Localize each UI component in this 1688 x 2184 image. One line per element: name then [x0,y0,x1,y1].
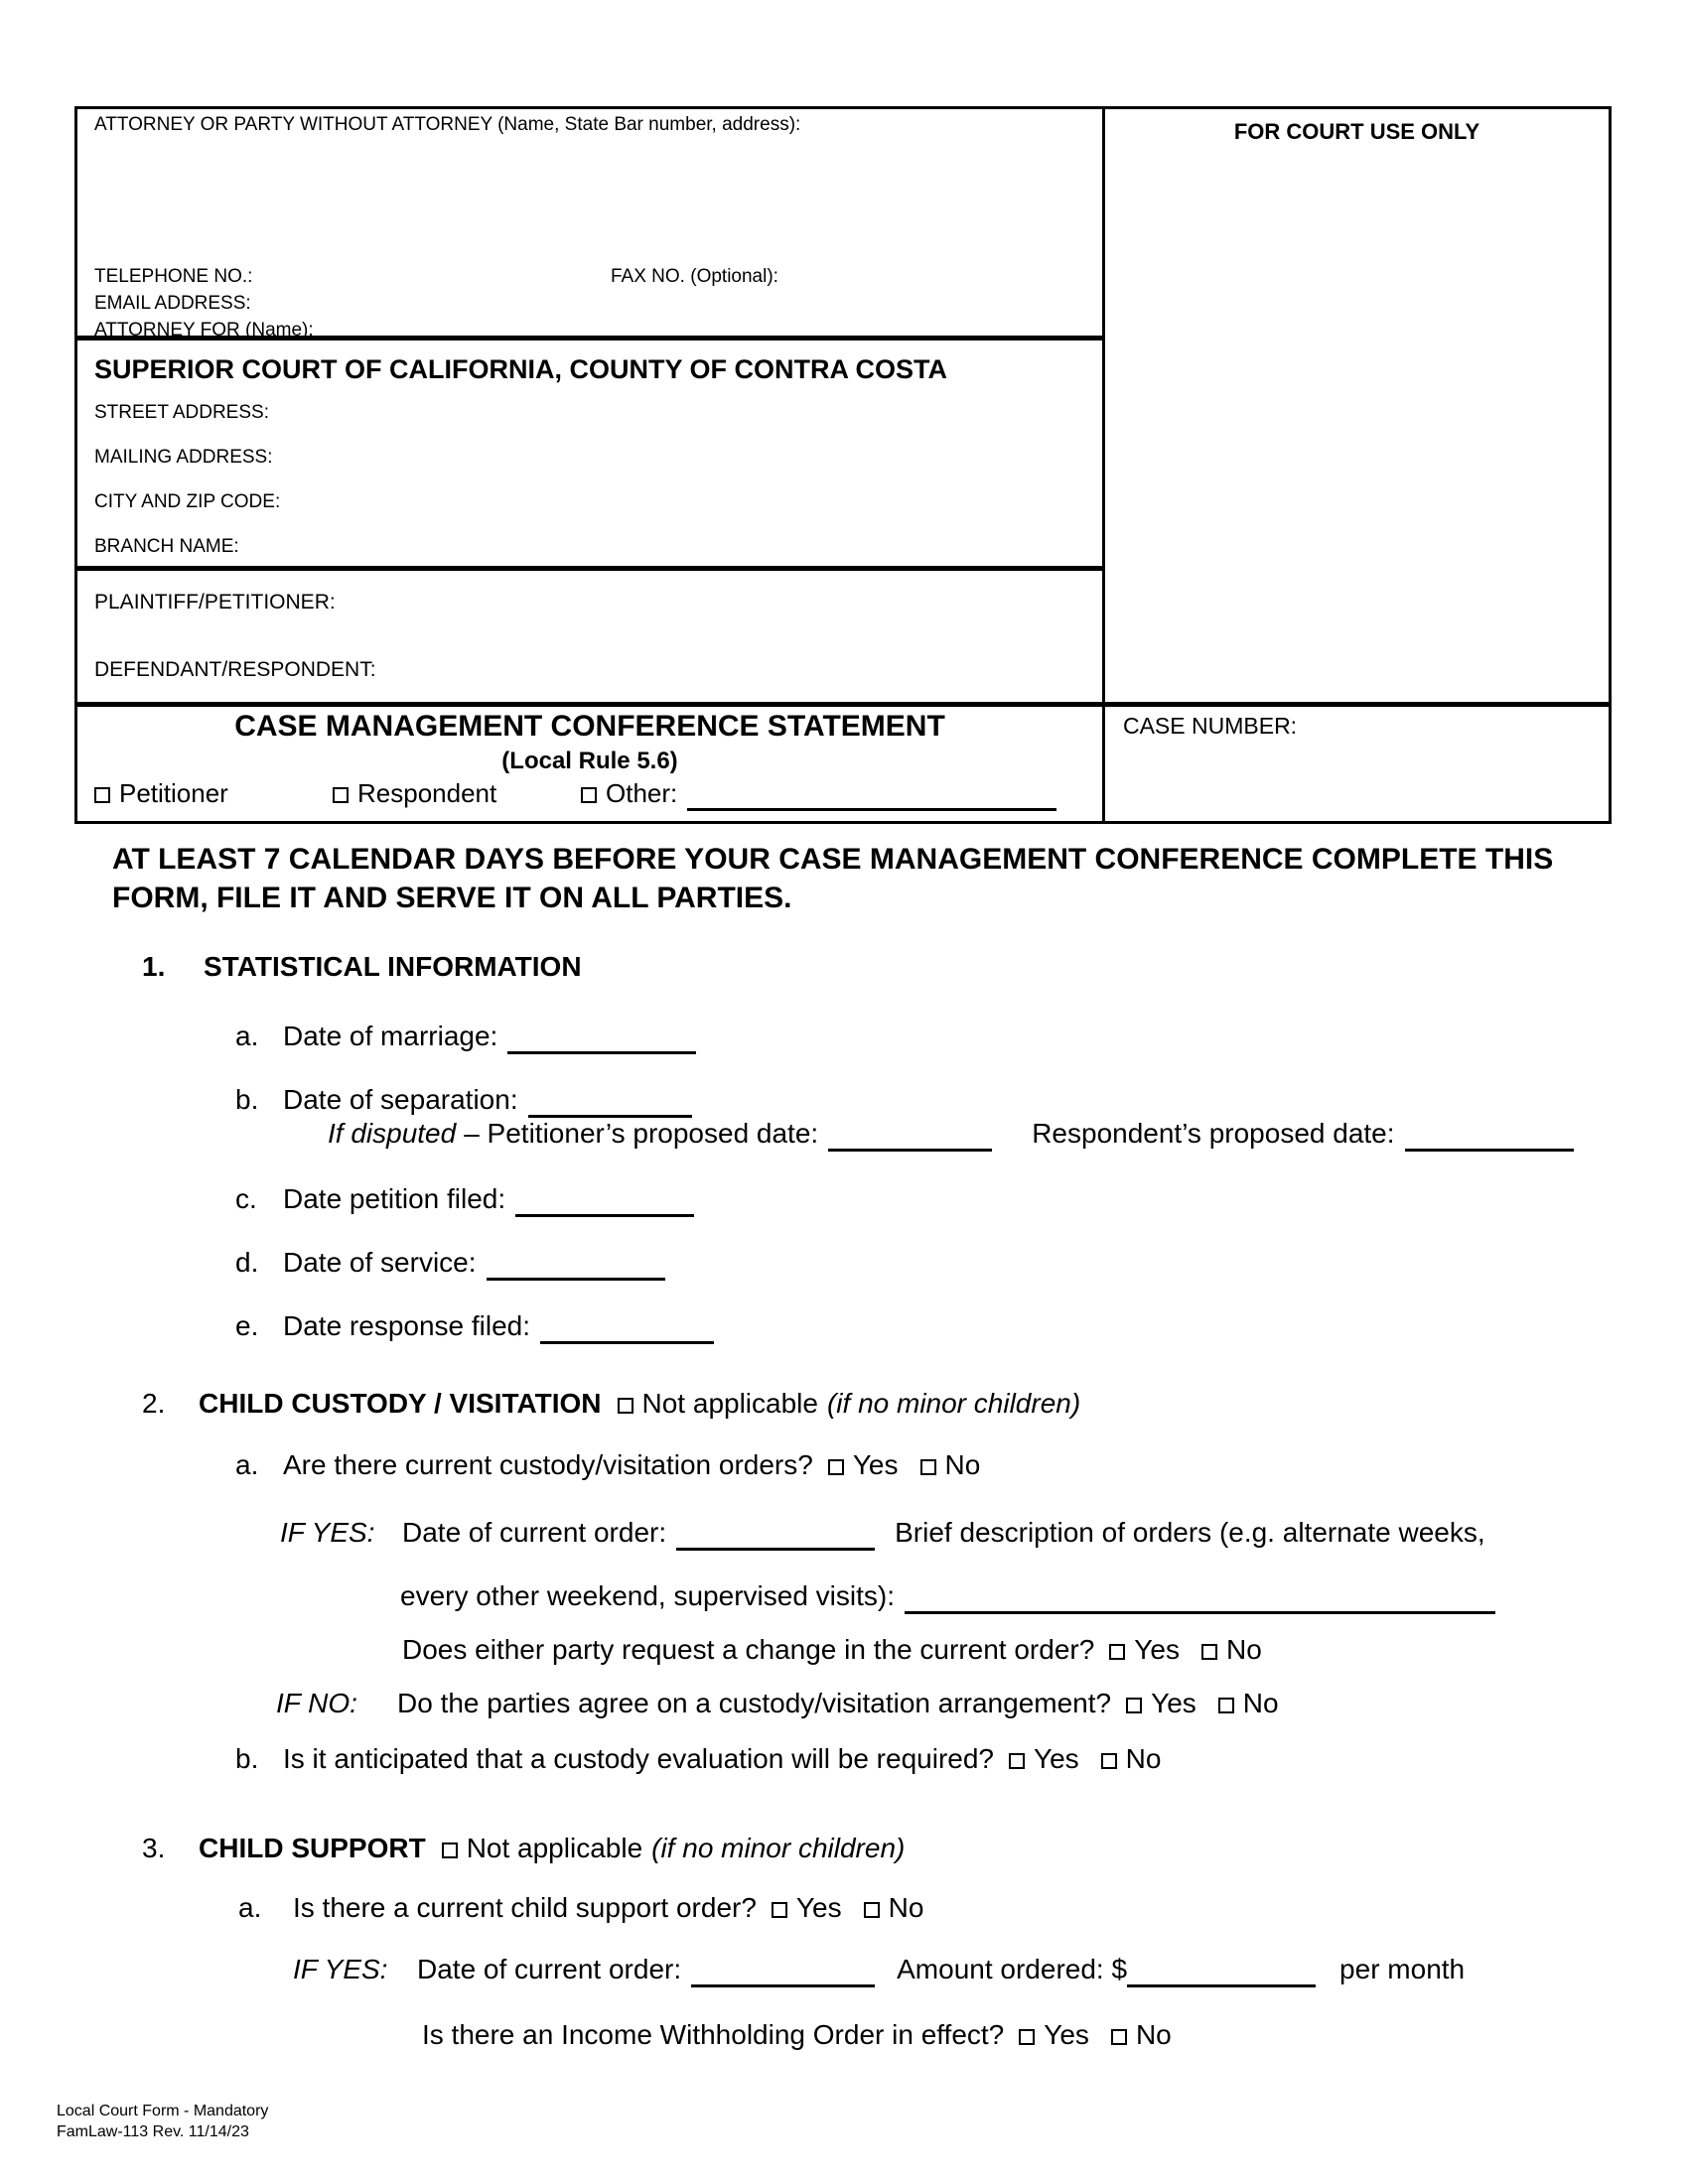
case-number-box[interactable] [1105,707,1609,821]
date-response-filed-blank[interactable] [540,1314,714,1344]
child-support-order-yes-checkbox[interactable] [772,1902,787,1918]
change-content [402,1634,1262,1666]
section2-number: 2. [142,1388,166,1419]
item-1b-letter: b. [235,1084,259,1115]
yes-label: Yes [795,1892,842,1923]
footer [57,2101,268,2142]
section3-not-applicable-label: Not applicable [466,1833,643,1863]
form-header-table [74,106,1612,824]
change-order-yes-checkbox[interactable] [1109,1644,1125,1660]
footer-line2: FamLaw-113 Rev. 11/14/23 [57,2123,249,2140]
section3-not-applicable-checkbox[interactable] [442,1843,458,1858]
custody-orders-yes-no [828,1449,980,1480]
custody-evaluation-question: Is it anticipated that a custody evaluation will be required? [283,1743,994,1774]
support-date-of-current-order-label: Date of current order: [417,1954,682,1984]
custody-evaluation-yes-checkbox[interactable] [1009,1753,1025,1769]
item-1d-letter: d. [235,1247,259,1278]
section3-not-applicable-note: (if no minor children) [651,1833,906,1863]
parties-agree-yes-no [1126,1688,1278,1718]
case-number-label: CASE NUMBER: [1122,713,1298,739]
item-1c-content [283,1183,694,1217]
defendant-label: DEFENDANT/RESPONDENT: [94,658,376,681]
income-withholding-no-checkbox[interactable] [1111,2029,1127,2045]
no-label: No [944,1449,981,1480]
child-support-order-yes-no [772,1892,923,1923]
income-withholding-yes-checkbox[interactable] [1019,2029,1035,2045]
date-of-service-label: Date of service: [283,1247,477,1278]
yes-label: Yes [1044,2019,1089,2050]
date-of-marriage-blank[interactable] [507,1024,696,1054]
support-date-of-current-order-blank[interactable] [691,1958,875,1987]
section2-header-content [199,1388,1080,1420]
item-2a-letter: a. [235,1449,259,1480]
item-2b-letter: b. [235,1743,259,1774]
plaintiff-label: PLAINTIFF/PETITIONER: [94,591,336,614]
item-1b-content [283,1084,692,1118]
iwo-content [422,2019,1172,2051]
item-1e-content [283,1310,714,1344]
parties-agree-no-checkbox[interactable] [1218,1698,1234,1713]
per-month-label: per month [1339,1954,1466,1984]
amount-ordered-label: Amount ordered: $ [897,1954,1128,1984]
attorney-for-label: ATTORNEY FOR (Name): [94,320,314,341]
income-withholding-question: Is there an Income Withholding Order in effect? [422,2019,1005,2050]
yes-label: Yes [852,1449,899,1480]
date-of-separation-label: Date of separation: [283,1084,518,1115]
item-1e-letter: e. [235,1310,259,1341]
form-subtitle: (Local Rule 5.6) [501,748,678,774]
branch-name-label: BRANCH NAME: [94,536,239,557]
no-label: No [1242,1688,1279,1718]
section1-title: STATISTICAL INFORMATION [204,951,582,982]
court-box [77,341,1102,571]
child-support-order-question: Is there a current child support order? [293,1892,757,1923]
section1-number: 1. [142,951,166,982]
yes-label: Yes [1151,1688,1196,1718]
attorney-label: ATTORNEY OR PARTY WITHOUT ATTORNEY (Name, State Bar number, address): [94,114,801,135]
court-use-box [1105,109,1609,707]
section2-not-applicable-note: (if no minor children) [826,1388,1081,1419]
no-label: No [888,1892,924,1923]
if-disputed-label: If disputed [328,1118,457,1149]
income-withholding-yes-no [1019,2019,1171,2050]
respondent-option-label: Respondent [357,778,497,808]
street-address-label: STREET ADDRESS: [94,402,269,423]
attorney-box[interactable] [77,109,1102,341]
section3-if-yes-label: IF YES: [293,1954,388,1984]
item-1c-letter: c. [235,1183,257,1214]
change-order-question: Does either party request a change in the current order? [402,1634,1095,1665]
no-label: No [1125,1743,1162,1774]
petitioner-option[interactable] [94,778,228,809]
respondent-proposed-date-blank[interactable] [1405,1122,1574,1152]
section2-not-applicable-label: Not applicable [641,1388,818,1419]
item-2b-content [283,1743,1161,1775]
section2-title: CHILD CUSTODY / VISITATION [199,1388,602,1419]
section2-not-applicable-checkbox[interactable] [618,1398,633,1414]
respondent-option[interactable] [333,778,496,809]
email-label: EMAIL ADDRESS: [94,293,251,314]
section3-title: CHILD SUPPORT [199,1833,426,1863]
custody-orders-no-checkbox[interactable] [920,1459,936,1475]
custody-orders-question: Are there current custody/visitation orders? [283,1449,813,1480]
section3-if-yes-content [417,1954,1465,1987]
item-1b-disputed-content [328,1118,1574,1152]
brief-description-blank[interactable] [905,1584,1495,1614]
city-zip-label: CITY AND ZIP CODE: [94,491,281,512]
footer-line1: Local Court Form - Mandatory [57,2103,269,2119]
brief-description-label: Brief description of orders (e.g. alternate weeks, [895,1517,1485,1548]
other-checkbox[interactable] [581,787,597,803]
header-left-column [77,109,1102,821]
continuation-label: every other weekend, supervised visits): [400,1580,895,1611]
date-of-current-order-label: Date of current order: [402,1517,667,1548]
item-3a-letter: a. [238,1892,262,1923]
item-3a-content [293,1892,923,1924]
mailing-address-label: MAILING ADDRESS: [94,447,273,468]
other-option-label: Other: [606,778,678,808]
date-response-filed-label: Date response filed: [283,1310,531,1341]
change-order-no-checkbox[interactable] [1201,1644,1217,1660]
petitioner-option-label: Petitioner [119,778,228,808]
custody-orders-yes-checkbox[interactable] [828,1459,844,1475]
other-option[interactable] [581,778,1056,811]
item-2a-content [283,1449,980,1481]
yes-label: Yes [1134,1634,1180,1665]
amount-ordered-blank[interactable] [1127,1958,1316,1987]
party-box[interactable] [77,571,1102,707]
header-right-column [1102,109,1609,821]
court-title: SUPERIOR COURT OF CALIFORNIA, COUNTY OF CONTRA COSTA [94,354,947,384]
date-of-marriage-label: Date of marriage: [283,1021,498,1051]
no-label: No [1135,2019,1172,2050]
no-label: No [1225,1634,1262,1665]
if-yes-content [402,1517,1485,1551]
respondent-proposed-date-label: Respondent’s proposed date: [1032,1118,1395,1149]
parties-agree-question: Do the parties agree on a custody/visitation arrangement? [397,1688,1112,1718]
date-of-service-blank[interactable] [487,1251,665,1281]
petitioner-proposed-date-label: – Petitioner’s proposed date: [464,1118,819,1149]
petitioner-proposed-date-blank[interactable] [828,1122,992,1152]
date-of-separation-blank[interactable] [528,1088,692,1118]
respondent-checkbox[interactable] [333,787,349,803]
child-support-order-no-checkbox[interactable] [864,1902,880,1918]
parties-agree-yes-checkbox[interactable] [1126,1698,1142,1713]
form-title: CASE MANAGEMENT CONFERENCE STATEMENT [234,710,945,743]
section3-header-content [199,1833,905,1864]
custody-evaluation-yes-no [1009,1743,1161,1774]
date-petition-filed-blank[interactable] [515,1187,694,1217]
section3-number: 3. [142,1833,166,1863]
item-1d-content [283,1247,665,1281]
date-of-current-order-blank[interactable] [676,1521,875,1551]
other-blank-field[interactable] [687,781,1056,811]
instructions-text: AT LEAST 7 CALENDAR DAYS BEFORE YOUR CASE MANAGEMENT CONFERENCE COMPLETE THIS FORM, FILE IT AND SERVE IT ON ALL PARTIES. [112,843,1554,914]
date-petition-filed-label: Date petition filed: [283,1183,506,1214]
for-court-use-label: FOR COURT USE ONLY [1233,119,1480,144]
form-title-box [77,707,1102,821]
if-no-content [397,1688,1279,1719]
continuation-content [400,1580,1495,1614]
item-1a-content [283,1021,696,1054]
telephone-label: TELEPHONE NO.: [94,266,253,287]
if-yes-label: IF YES: [280,1517,375,1548]
fax-label: FAX NO. (Optional): [611,266,778,287]
if-no-label: IF NO: [276,1688,357,1718]
item-1a-letter: a. [235,1021,259,1051]
custody-evaluation-no-checkbox[interactable] [1101,1753,1117,1769]
yes-label: Yes [1033,1743,1079,1774]
change-order-yes-no [1109,1634,1261,1665]
petitioner-checkbox[interactable] [94,787,110,803]
